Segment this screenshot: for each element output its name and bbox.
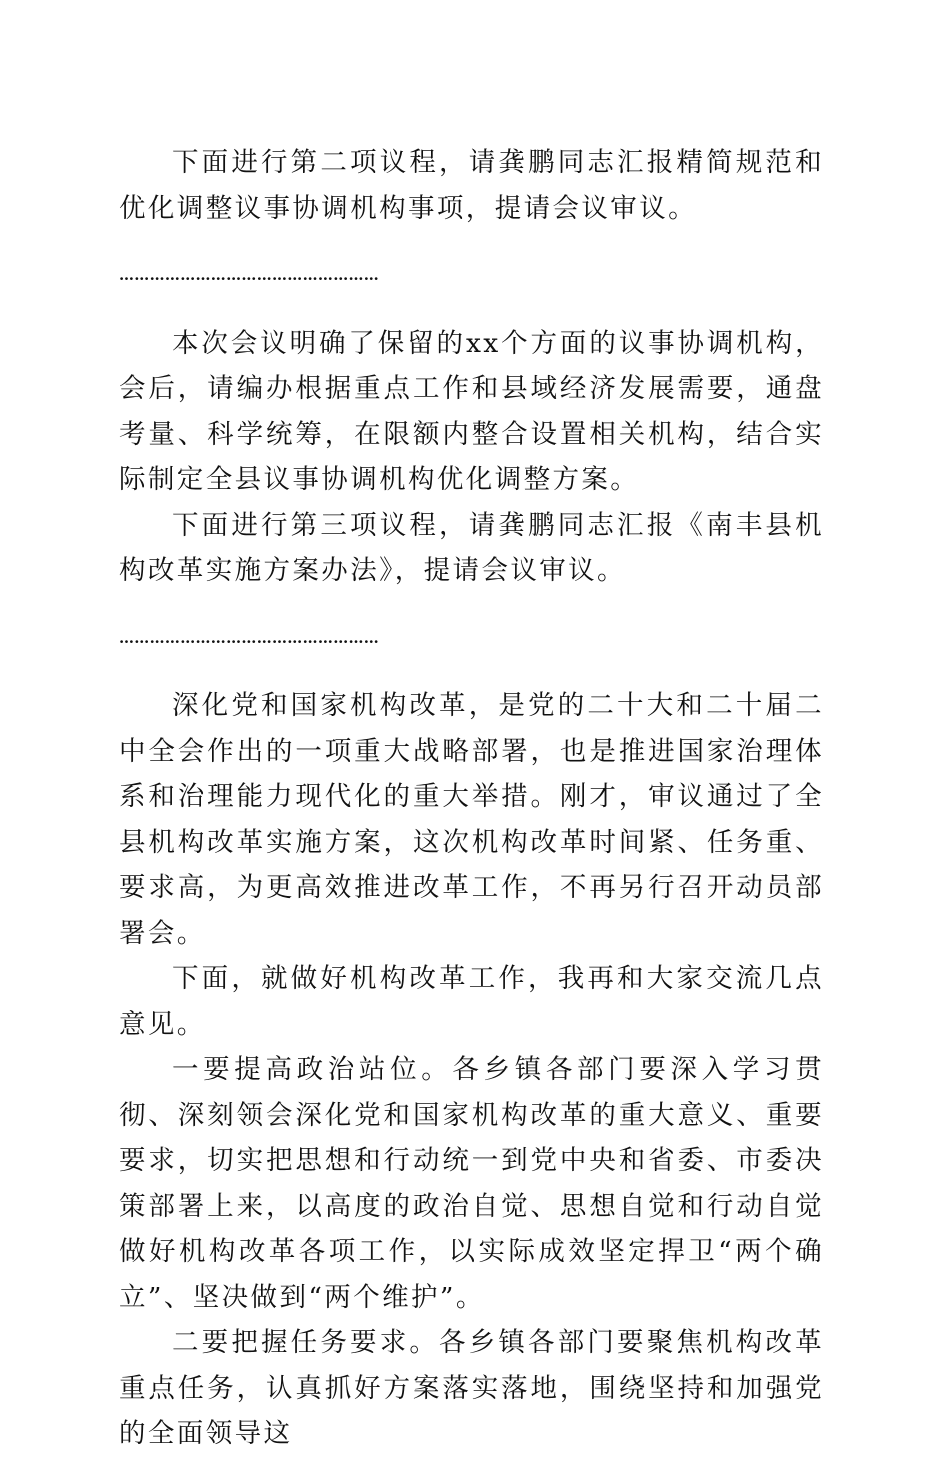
paragraph-point-two: 二要把握任务要求。各乡镇各部门要聚焦机构改革重点任务，认真抓好方案落实落地，围绕坚持和加强党的全面领导这 <box>119 1327 824 1449</box>
spacer <box>119 299 824 321</box>
spacer <box>119 594 824 616</box>
paragraph-agenda-item-2: 下面进行第二项议程，请龚鹏同志汇报精简规范和优化调整议事协调机构事项，提请会议审议。 <box>119 147 824 224</box>
ellipsis-separator: …………………………………………… <box>119 266 380 284</box>
paragraph-agenda-item-3: 下面进行第三项议程，请龚鹏同志汇报《南丰县机构改革实施方案办法》，提请会议审议。 <box>119 509 824 586</box>
paragraph-coordination-bodies: 本次会议明确了保留的xx个方面的议事协调机构，会后，请编办根据重点工作和县域经济发展需要，通盘考量、科学统筹，在限额内整合设置相关机构，结合实际制定全县议事协调机构优化调整方案。 <box>119 327 824 495</box>
spacer <box>119 231 824 253</box>
spacer <box>119 661 824 683</box>
paragraph-opinions-intro: 下面，就做好机构改革工作，我再和大家交流几点意见。 <box>119 963 824 1040</box>
ellipsis-separator: …………………………………………… <box>119 628 380 647</box>
document-body <box>119 140 824 1457</box>
paragraph-point-one: 一要提高政治站位。各乡镇各部门要深入学习贯彻、深刻领会深化党和国家机构改革的重大意义、重要要求，切实把思想和行动统一到党中央和省委、市委决策部署上来，以高度的政治自觉、思想自觉和行动自觉做好机构改革各项工作，以实际成效坚定捍卫“两个确立”、坚决做到“两个维护”。 <box>119 1054 824 1313</box>
paragraph-reform-significance: 深化党和国家机构改革，是党的二十大和二十届二中全会作出的一项重大战略部署，也是推进国家治理体系和治理能力现代化的重大举措。刚才，审议通过了全县机构改革实施方案，这次机构改革时间紧、任务重、要求高，为更高效推进改革工作，不再另行召开动员部署会。 <box>119 690 824 949</box>
